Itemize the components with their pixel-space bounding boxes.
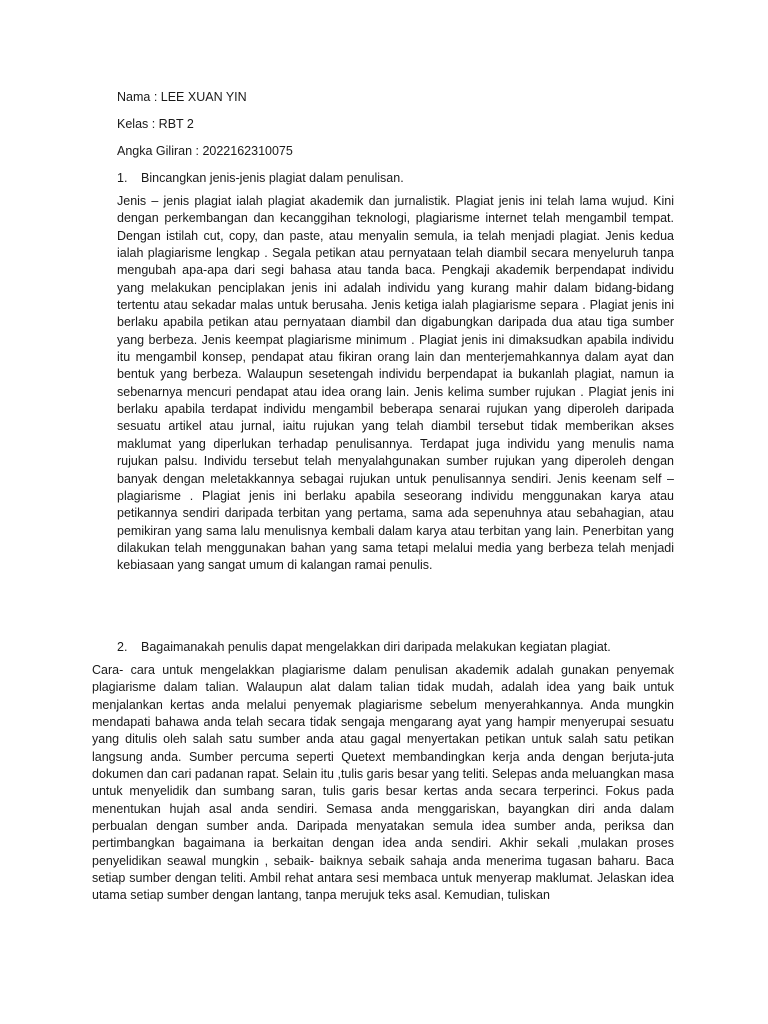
exam-number: Angka Giliran : 2022162310075 <box>117 144 293 158</box>
question-2 <box>117 639 611 655</box>
answer-1-paragraph: Jenis – jenis plagiat ialah plagiat akademik dan jurnalistik. Plagiat jenis ini telah lama wujud. Kini dengan perkembangan dan kecanggihan teknologi, plagiarisme internet telah mengambil tempat. Dengan istilah cut, copy, dan paste, atau menyalin semula, ia telah menjadi plagiat. Jenis kedua ialah plagiarisme lengkap . Segala petikan atau pernyataan telah diambil secara menyeluruh tanpa mengubah apa-apa dari segi bahasa atau tanda baca. Pengkaji akademik berpendapat individu yang melakukan penciplakan jenis ini adalah individu yang kurang mahir dalam bidang-bidang tertentu atau sekadar malas untuk berusaha. Jenis ketiga ialah plagiarisme separa . Plagiat jenis ini berlaku apabila petikan atau pernyataan diambil dan digabungkan daripada dua atau tiga sumber yang berbeza. Jenis keempat plagiarisme minimum . Plagiat jenis ini dimaksudkan apabila individu itu mengambil konsep, pendapat atau fikiran orang lain dan menterjemahkannya dalam ayat dan bentuk yang berbeza. Walaupun sesetengah individu berpendapat ia bukanlah plagiat, namun ia sebenarnya mencuri pendapat atau idea orang lain. Jenis kelima sumber rujukan . Plagiat jenis ini berlaku apabila terdapat individu mengambil beberapa senarai rujukan yang diperoleh daripada sesuatu artikel atau jurnal, iaitu rujukan yang telah diambil tersebut tidak memberikan akses maklumat yang diperlukan terhadap penulisannya. Terdapat juga individu yang menulis nama rujukan palsu. Individu tersebut telah menyalahgunakan sumber rujukan yang diperoleh dengan banyak dengan meletakkannya sebagai rujukan untuk penulisannya sendiri. Jenis keenam self – plagiarisme . Plagiat jenis ini berlaku apabila seseorang individu menggunakan karya atau petikannya sendiri daripada terbitan yang pertama, sama ada sepenuhnya atau sebahagian, atau pemikiran yang sama lalu menulisnya kembali dalam karya atau terbitan yang lain. Penerbitan yang dilakukan telah menggunakan bahan yang sama tetapi melalui media yang berbeza telah menjadi kebiasaan yang sangat umum di kalangan ramai penulis. <box>117 194 674 573</box>
question-1-text: Bincangkan jenis-jenis plagiat dalam penulisan. <box>141 171 404 185</box>
student-class: Kelas : RBT 2 <box>117 117 194 131</box>
question-2-number: 2. <box>117 640 128 654</box>
question-1 <box>117 170 404 186</box>
question-2-text: Bagaimanakah penulis dapat mengelakkan diri daripada melakukan kegiatan plagiat. <box>141 640 611 654</box>
student-name: Nama : LEE XUAN YIN <box>117 90 247 104</box>
answer-2-paragraph: Cara- cara untuk mengelakkan plagiarisme dalam penulisan akademik adalah gunakan penyemak plagiarisme dalam talian. Walaupun alat dalam talian tidak mudah, adalah idea yang baik untuk menjalankan kertas anda melalui penyemak plagiarisme sebelum menyerahkannya. Anda mungkin mendapati bahawa anda telah secara tidak sengaja mengarang ayat yang hampir menyerupai sesuatu yang ditulis oleh salah satu sumber anda atau gagal menyertakan petikan untuk salah satu petikan langsung anda. Sumber percuma seperti Quetext membandingkan kerja anda dengan berjuta-juta dokumen dan cari padanan rapat. Selain itu ,tulis garis besar yang teliti. Selepas anda meluangkan masa untuk menyelidik dan sumbang saran, tulis garis besar kertas anda secara terperinci. Fokus pada menentukan hujah asal anda sendiri. Semasa anda menggariskan, bayangkan diri anda dalam perbualan dengan sumber anda. Daripada menyatakan semula idea sumber anda, periksa dan pertimbangkan bagaimana ia berkaitan dengan idea anda sendiri. Akhir sekali ,mulakan proses penyelidikan seawal mungkin , sebaik- baiknya sebaik sahaja anda menerima tugasan baharu. Baca setiap sumber dengan teliti. Ambil rehat antara sesi membaca untuk menyerap maklumat. Jelaskan idea utama setiap sumber dengan lantang, tanpa merujuk teks asal. Kemudian, tuliskan <box>92 663 674 903</box>
question-1-number: 1. <box>117 171 128 185</box>
